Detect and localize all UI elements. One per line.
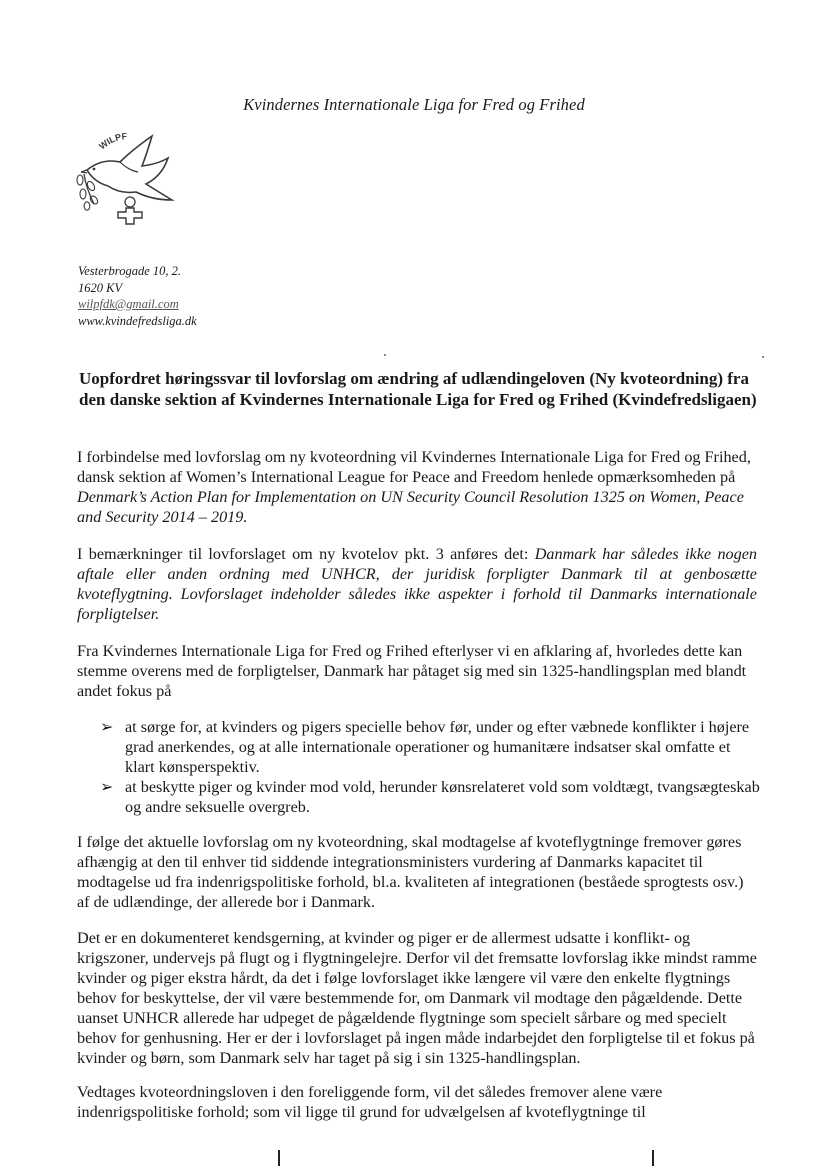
- bullet-item: [100, 777, 760, 817]
- bullet-list: [100, 717, 760, 817]
- logo-lettering: WILPF: [97, 131, 128, 152]
- scan-speck: [384, 354, 386, 356]
- address-postal: 1620 KV: [78, 280, 123, 295]
- paragraph-5: Det er en dokumenteret kendsgerning, at kvinder og piger er de allermest udsatte i konflikt- og krigszoner, undervejs på flugt og i flygtningelejre. Derfor vil det fremsatte lovforslag ikke mindst ramme kvinder og piger ekstra hårdt, da det i følge lovforslaget ikke længere vil være den enkelte flygtnings behov for beskyttelse, der vil være bestemmende for, om Danmark vil modtage den pågældende. Dette uanset UNHCR allerede har udpeget de pågældende flygtninge som specielt sårbare og med specielt behov for genhusning. Her er der i lovforslaget på ingen måde indarbejdet den forpligtelse til et fokus på kvinder og børn, som Danmark selv har taget på sig i sin 1325-handlingsplan.: [77, 929, 757, 1067]
- scan-mark: [652, 1150, 654, 1166]
- svg-text:WILPF: [97, 131, 128, 151]
- paragraph-1-italic: Denmark’s Action Plan for Implementation on UN Security Council Resolution 1325 on Women, Peace and Security 2014 – 2019.: [77, 488, 744, 526]
- paragraph-1: [77, 447, 757, 527]
- address-email-link[interactable]: wilpfdk@gmail.com: [78, 297, 179, 311]
- scan-speck: [762, 356, 764, 358]
- paragraph-1-text: I forbindelse med lovforslag om ny kvoteordning vil Kvindernes Internationale Liga for Fred og Frihed, dansk sektion af Women’s International League for Peace and Freedom henlede opmærksomheden på: [77, 448, 751, 486]
- paragraph-2-italic: Danmark har således ikke nogen aftale eller anden ordning med UNHCR, der juridisk forpligter Danmark til at genbosætte kvoteflygtning. Lovforslaget indeholder således ikke aspekter i forhold til Danmarks internationale forpligtelser.: [77, 545, 757, 623]
- address-website: www.kvindefredsliga.dk: [78, 313, 197, 328]
- sender-address: [78, 263, 197, 329]
- bullet-item-text: at sørge for, at kvinders og pigers specielle behov før, under og efter væbnede konflikter i højere grad anerkendes, og at alle internationale operationer og humanitære indsatser skal omfatte et klart kønsperspektiv.: [125, 718, 750, 776]
- bullet-item: [100, 717, 760, 777]
- scan-mark: [278, 1150, 280, 1166]
- document-heading: Uopfordret høringssvar til lovforslag om ændring af udlændingeloven (Ny kvoteordning) fra den danske sektion af Kvindernes Internationale Liga for Fred og Frihed (Kvindefredsligaen): [79, 369, 757, 409]
- paragraph-2-text: I bemærkninger til lovforslaget om ny kvotelov pkt. 3 anføres det:: [77, 545, 535, 563]
- paragraph-3: Fra Kvindernes Internationale Liga for Fred og Frihed efterlyser vi en afklaring af, hvorledes dette kan stemme overens med de forpligtelser, Danmark har påtaget sig med sin 1325-handlingsplan med blandt andet fokus på: [77, 642, 747, 700]
- address-street: Vesterbrogade 10, 2.: [78, 264, 181, 278]
- bullet-item-text: at beskytte piger og kvinder mod vold, herunder kønsrelateret vold som voldtægt, tvangsægteskab og andre seksuelle overgreb.: [125, 778, 760, 816]
- paragraph-2: [77, 544, 757, 624]
- arrow-bullet-icon: ➢: [100, 778, 114, 796]
- paragraph-6: Vedtages kvoteordningsloven i den foreliggende form, vil det således fremover alene være indenrigspolitiske forhold; som vil ligge til grund for udvælgelsen af kvoteflygtninge til: [77, 1083, 663, 1121]
- paragraph-4: I følge det aktuelle lovforslag om ny kvoteordning, skal modtagelse af kvoteflygtninge fremover gøres afhængig at den til enhver tid siddende integrationsministers vurdering af Danmarks kapacitet til modtagelse ud fra indenrigspolitiske forhold, bl.a. kvaliteten af integrationen (beståede sprogtests osv.) af de udlændinge, der allerede bor i Danmark.: [77, 833, 744, 911]
- wilpf-dove-logo: [72, 128, 182, 228]
- arrow-bullet-icon: ➢: [100, 718, 114, 736]
- organization-title: Kvindernes Internationale Liga for Fred og Frihed: [243, 95, 585, 114]
